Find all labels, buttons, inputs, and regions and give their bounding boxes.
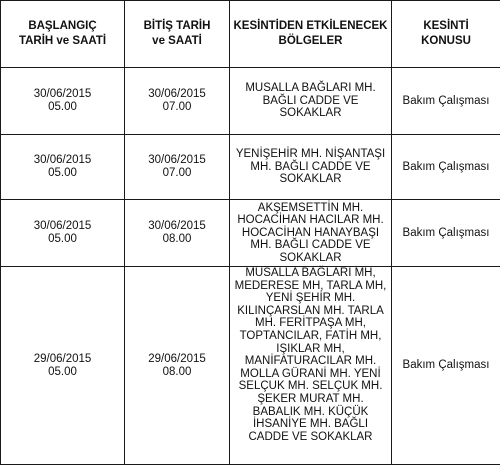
start-time: 05.00 <box>48 167 77 179</box>
start-time: 05.00 <box>48 365 77 378</box>
region-line: YENİŞEHİR MH. NİŞANTAŞI <box>235 148 386 161</box>
end-date: 30/06/2015 <box>148 154 206 167</box>
region-line: KILINÇARSLAN MH. TARLA <box>237 304 384 317</box>
header-regions-line-1: KESİNTİDEN ETKİLENECEK <box>233 20 388 32</box>
end-time: 07.00 <box>162 101 192 113</box>
region-line: MH. BAĞLI CADDE VE <box>250 160 371 173</box>
end-datetime-cell <box>125 200 230 267</box>
table-row <box>1 200 500 267</box>
table-row <box>1 68 500 135</box>
header-affected-regions <box>230 1 392 68</box>
header-outage-subject <box>392 1 500 68</box>
region-line: YENİ ŞEHİR MH. <box>265 292 356 305</box>
end-date: 30/06/2015 <box>148 88 206 101</box>
header-start-line-1: BAŞLANGIÇ <box>28 20 97 32</box>
start-date: 29/06/2015 <box>33 352 92 365</box>
table-header-row <box>1 1 500 68</box>
end-datetime-cell <box>125 68 230 135</box>
subject-cell: Bakım Çalışması <box>392 68 500 135</box>
start-datetime-cell <box>1 68 125 135</box>
header-end-datetime <box>125 1 230 68</box>
region-line: HOCACİHAN HACILAR MH. <box>237 214 384 227</box>
region-line: MANİFATURACILAR MH. <box>244 355 377 368</box>
subject-cell: Bakım Çalışması <box>392 267 500 465</box>
end-datetime-cell <box>125 267 230 465</box>
region-line: İHSANİYE MH. BAĞLI <box>252 418 369 431</box>
region-line: MUSALLA BAĞLARI MH. <box>245 82 376 95</box>
start-date: 30/06/2015 <box>33 220 92 233</box>
end-date: 29/06/2015 <box>148 352 206 365</box>
end-date: 30/06/2015 <box>148 220 206 233</box>
regions-cell <box>230 267 392 465</box>
end-time: 08.00 <box>162 233 192 245</box>
table-row <box>1 135 500 200</box>
start-date: 30/06/2015 <box>33 88 92 101</box>
header-end-line-2: ve SAATİ <box>152 35 202 47</box>
table-row <box>1 267 500 465</box>
subject-cell: Bakım Çalışması <box>392 200 500 267</box>
region-line: BAĞLI CADDE VE <box>262 94 359 107</box>
region-line: MEDERESE MH, TARLA MH, <box>234 279 387 292</box>
header-start-line-2: TARİH ve SAATİ <box>18 35 107 47</box>
regions-cell <box>230 200 392 267</box>
start-datetime-cell <box>1 135 125 200</box>
start-datetime-cell <box>1 200 125 267</box>
subject-cell: Bakım Çalışması <box>392 135 500 200</box>
end-time: 08.00 <box>162 365 192 378</box>
region-line: MH. FERİTPAŞA MH, <box>255 317 366 330</box>
start-datetime-cell <box>1 267 125 465</box>
regions-cell <box>230 68 392 135</box>
header-subject-line-1: KESİNTİ <box>423 20 469 32</box>
region-line: AKŞEMSETTİN MH. <box>257 201 364 214</box>
region-line: MOLLA GÜRANİ MH. YENİ <box>240 367 381 380</box>
region-line: SELÇUK MH. SELÇUK MH. <box>238 380 383 393</box>
start-time: 05.00 <box>48 233 77 245</box>
region-line: HOCACİHAN HANAYBAŞI <box>241 226 380 239</box>
start-time: 05.00 <box>48 101 77 113</box>
region-line: MUSALLA BAĞLARI MH, <box>245 267 376 279</box>
region-line: BABALIK MH. KÜÇÜK <box>252 405 369 418</box>
region-line: TOPTANCILAR, FATİH MH, <box>239 329 382 342</box>
regions-cell <box>230 135 392 200</box>
header-subject-line-2: KONUSU <box>421 35 471 47</box>
region-line: SOKAKLAR <box>279 251 342 264</box>
region-line: MH. BAĞLI CADDE VE <box>250 239 371 252</box>
end-time: 07.00 <box>162 167 192 179</box>
region-line: SOKAKLAR <box>279 173 342 186</box>
header-start-datetime <box>1 1 125 68</box>
region-line: IŞIKLAR MH, <box>276 342 345 355</box>
header-regions-line-2: BÖLGELER <box>278 35 343 47</box>
region-line: SOKAKLAR <box>279 107 342 120</box>
start-date: 30/06/2015 <box>33 154 92 167</box>
end-datetime-cell <box>125 135 230 200</box>
region-line: ŞEKER MURAT MH. <box>257 392 364 405</box>
region-line: CADDE VE SOKAKLAR <box>248 430 373 443</box>
header-end-line-1: BİTİŞ TARİH <box>143 20 211 32</box>
